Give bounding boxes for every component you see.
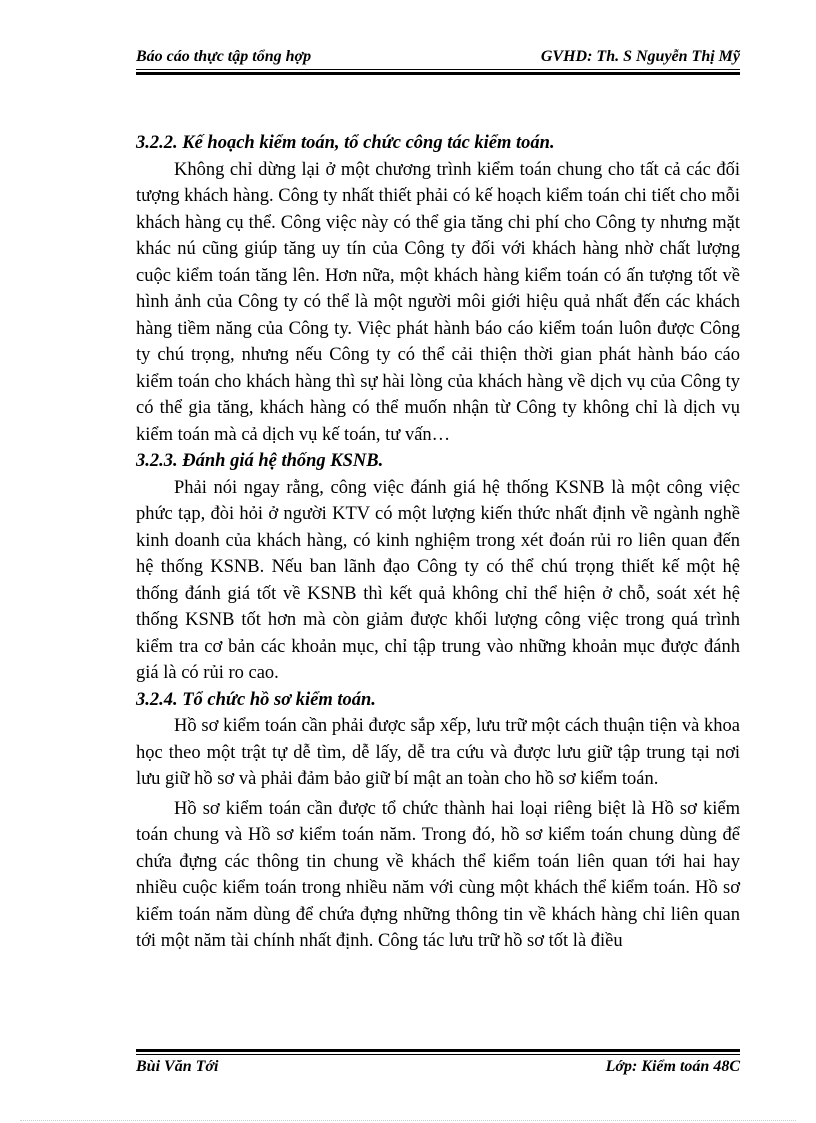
supervisor-name: GVHD: Th. S Nguyễn Thị Mỹ <box>540 48 740 65</box>
paragraph: Hồ sơ kiểm toán cần phải được sắp xếp, lưu trữ một cách thuận tiện và khoa học theo một trật tự dễ tìm, dễ lấy, dễ tra cứu và được lưu giữ tập trung tại nơi lưu giữ hồ sơ và phải đảm bảo giữ bí mật an toàn cho hồ sơ kiểm toán. <box>136 716 740 789</box>
paragraph: Không chỉ dừng lại ở một chương trình kiểm toán chung cho tất cả các đối tượng khách hàng. Công ty nhất thiết phải có kế hoạch kiểm toán chi tiết cho mỗi khách hàng cụ thể. Công việc này có thể gia tăng chi phí cho Công ty nhưng mặt khác nú cũng giúp tăng uy tín của Công ty đối với khách hàng nhờ chất lượng cuộc kiểm toán tăng lên. Hơn nữa, một khách hàng kiểm toán có ấn tượng tốt về hình ảnh của Công ty có thể là một người môi giới hiệu quả nhất đến các khách hàng tiềm năng của Công ty. Việc phát hành báo cáo kiểm toán luôn được Công ty chú trọng, nhưng nếu Công ty có thể cải thiện thời gian phát hành báo cáo kiểm toán cho khách hàng thì sự hài lòng của khách hàng về dịch vụ của Công ty có thể gia tăng, khách hàng có thể muốn nhận từ Công ty không chỉ là dịch vụ kiểm toán mà cả dịch vụ kế toán, tư vấn… <box>136 159 740 445</box>
paragraph: Hồ sơ kiểm toán cần được tổ chức thành hai loại riêng biệt là Hồ sơ kiểm toán chung và Hồ sơ kiểm toán năm. Trong đó, hồ sơ kiểm toán chung dùng để chứa đựng các thông tin chung về khách thể kiểm toán liên quan tới hai hay nhiều cuộc kiểm toán trong nhiều năm với cùng một khách thể kiểm toán. Hồ sơ kiểm toán năm dùng để chứa đựng những thông tin về khách hàng chỉ liên quan tới một năm tài chính nhất định. Công tác lưu trữ hồ sơ tốt là điều <box>136 798 740 951</box>
page-header <box>136 44 740 70</box>
section-heading: 3.2.3. Đánh giá hệ thống KSNB. <box>136 451 384 471</box>
report-title: Báo cáo thực tập tổng hợp <box>136 48 312 65</box>
header-rule-thick <box>136 72 740 75</box>
author-name: Bùi Văn Tới <box>136 1058 219 1075</box>
paragraph: Phải nói ngay rằng, công việc đánh giá hệ thống KSNB là một công việc phức tạp, đòi hỏi ở người KTV có một lượng kiến thức nhất định về ngành nghề kinh doanh của khách hàng, có kinh nghiệm trong xét đoán rủi ro liên quan đến hệ thống KSNB. Nếu ban lãnh đạo Công ty có thể chú trọng thiết kế một hệ thống đánh giá tốt về KSNB thì kết quả không chỉ thể hiện ở chỗ, soát xét hệ thống KSNB tốt hơn mà còn giảm được khối lượng công việc trong quá trình kiểm tra cơ bản các khoản mục, chỉ tập trung vào những khoản mục được đánh giá là có rủi ro cao. <box>136 477 740 683</box>
footer-rule-thin <box>136 1054 740 1055</box>
page-bottom-border <box>20 1120 796 1121</box>
footer-rule-thick <box>136 1049 740 1052</box>
section-heading: 3.2.4. Tổ chức hồ sơ kiểm toán. <box>136 689 376 710</box>
section-heading: 3.2.2. Kế hoạch kiểm toán, tổ chức công tác kiểm toán. <box>136 133 555 153</box>
class-name: Lớp: Kiểm toán 48C <box>605 1058 740 1075</box>
page-footer <box>136 1056 740 1082</box>
document-body <box>136 130 740 955</box>
header-rule-thin <box>136 69 740 70</box>
